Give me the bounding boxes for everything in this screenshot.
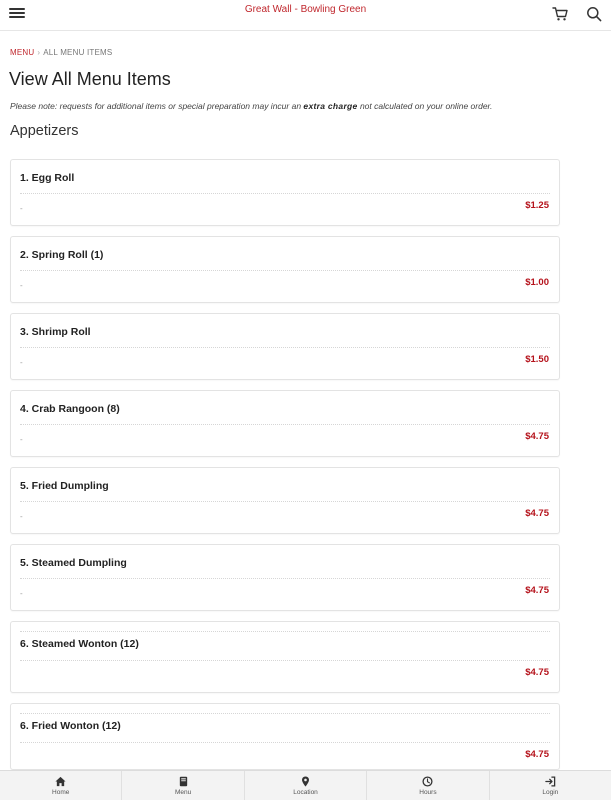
map-pin-icon — [300, 776, 311, 787]
menu-item-price: $4.75 — [525, 431, 549, 442]
tab-location[interactable] — [245, 771, 367, 800]
menu-item-card[interactable] — [10, 159, 560, 226]
menu-item-name: 6. Fried Wonton (12) — [20, 720, 121, 732]
tab-menu-label: Menu — [174, 789, 192, 796]
extra-charge-note — [10, 101, 492, 111]
card-divider — [20, 501, 550, 502]
tab-hours-label: Hours — [419, 789, 437, 796]
card-divider — [20, 193, 550, 194]
menu-item-description: - — [20, 589, 23, 598]
card-divider — [20, 347, 550, 348]
page-title: View All Menu Items — [9, 69, 171, 89]
menu-item-card[interactable] — [10, 621, 560, 693]
menu-item-name: 6. Steamed Wonton (12) — [20, 638, 139, 650]
menu-item-card[interactable] — [10, 390, 560, 457]
tab-home[interactable] — [0, 771, 122, 800]
breadcrumb — [10, 48, 112, 57]
menu-item-name: 5. Fried Dumpling — [20, 480, 109, 492]
menu-item-price: $4.75 — [525, 508, 549, 519]
breadcrumb-separator: › — [37, 48, 41, 57]
menu-item-card[interactable] — [10, 703, 560, 770]
breadcrumb-menu-link[interactable]: MENU — [10, 48, 35, 57]
card-divider — [20, 742, 550, 743]
menu-item-name: 3. Shrimp Roll — [20, 326, 91, 338]
menu-item-price: $1.00 — [525, 277, 549, 288]
card-divider — [20, 631, 550, 632]
top-bar — [0, 0, 611, 31]
menu-item-description: - — [20, 512, 23, 521]
card-divider — [20, 713, 550, 714]
menu-item-description: - — [20, 435, 23, 444]
restaurant-name[interactable]: Great Wall - Bowling Green — [244, 4, 367, 15]
clock-icon — [422, 776, 433, 787]
tab-hours[interactable] — [367, 771, 489, 800]
bottom-tab-bar — [0, 770, 611, 800]
tab-location-label: Location — [293, 789, 318, 796]
breadcrumb-current: ALL MENU ITEMS — [43, 48, 113, 57]
menu-item-price: $4.75 — [525, 585, 549, 596]
menu-item-description: - — [20, 204, 23, 213]
card-divider — [20, 270, 550, 271]
menu-item-name: 1. Egg Roll — [20, 172, 75, 184]
menu-item-name: 4. Crab Rangoon (8) — [20, 403, 120, 415]
card-divider — [20, 424, 550, 425]
search-icon[interactable] — [586, 6, 602, 22]
tab-home-label: Home — [52, 789, 70, 796]
menu-item-price: $1.50 — [525, 354, 549, 365]
tab-login[interactable] — [490, 771, 611, 800]
menu-item-name: 5. Steamed Dumpling — [20, 557, 127, 569]
menu-item-card[interactable] — [10, 313, 560, 380]
note-suffix: not calculated on your online order. — [359, 101, 493, 111]
cart-icon[interactable] — [552, 6, 569, 22]
home-icon — [55, 776, 66, 787]
menu-item-description: - — [20, 281, 23, 290]
book-icon — [178, 776, 189, 787]
menu-item-price: $4.75 — [525, 749, 549, 760]
menu-item-name: 2. Spring Roll (1) — [20, 249, 104, 261]
card-divider — [20, 660, 550, 661]
menu-item-description: - — [20, 358, 23, 367]
note-emphasis: extra charge — [303, 101, 358, 111]
menu-item-card[interactable] — [10, 544, 560, 611]
menu-item-card[interactable] — [10, 467, 560, 534]
menu-item-price: $1.25 — [525, 200, 549, 211]
note-prefix: Please note: requests for additional items or special preparation may incur an — [10, 101, 302, 111]
tab-login-label: Login — [542, 789, 559, 796]
login-icon — [545, 776, 556, 787]
section-title-appetizers: Appetizers — [10, 123, 79, 139]
card-divider — [20, 578, 550, 579]
menu-item-price: $4.75 — [525, 667, 549, 678]
menu-item-card[interactable] — [10, 236, 560, 303]
tab-menu[interactable] — [122, 771, 244, 800]
